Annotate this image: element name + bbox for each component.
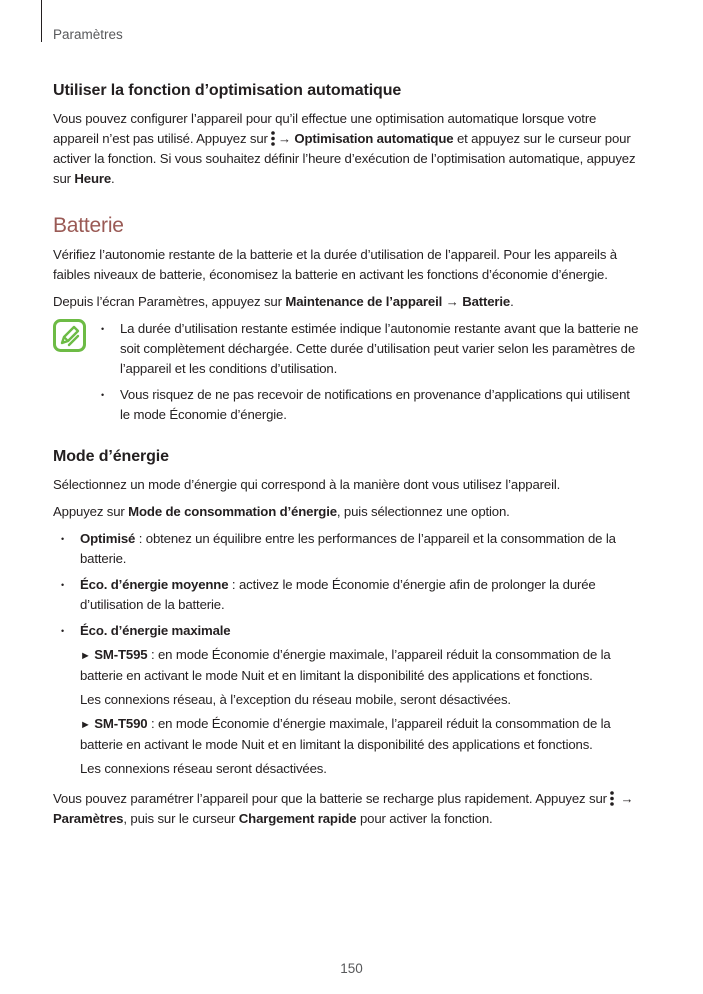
note-item: • Vous risquez de ne pas recevoir de notifications en provenance d’applications qui utilisent le mode Économie d’énergie. <box>101 385 643 425</box>
more-options-icon <box>610 791 614 806</box>
model-t590-description: ► SM-T590 : en mode Économie d’énergie maximale, l’appareil réduit la consommation de la batterie en activant le mode Nuit et en limitant la disponibilité des applications et fonctions. <box>80 716 611 752</box>
power-mode-instruction: Appuyez sur Mode de consommation d’énergie, puis sélectionnez une option. <box>53 504 510 519</box>
power-mode-options <box>53 529 643 779</box>
note-pencil-icon <box>53 319 86 352</box>
model-t590-note: Les connexions réseau seront désactivées. <box>80 761 327 776</box>
power-mode-intro: Sélectionnez un mode d’énergie qui correspond à la manière dont vous utilisez l’appareil. <box>53 477 561 492</box>
auto-optimization-heading: Utiliser la fonction d’optimisation automatique <box>53 82 402 99</box>
page-number: 150 <box>340 961 363 976</box>
triangle-icon: ► <box>80 719 91 731</box>
fast-charging-paragraph: Vous pouvez paramétrer l’appareil pour que la batterie se recharge plus rapidement. Appuyez sur → Paramètres, puis sur le curseur Chargement rapide pour activer la fonction. <box>53 791 634 826</box>
battery-path: Depuis l’écran Paramètres, appuyez sur Maintenance de l’appareil → Batterie. <box>53 294 514 309</box>
option-medium-saving: • Éco. d’énergie moyenne : activez le mode Économie d’énergie afin de prolonger la durée d’utilisation de la batterie. <box>61 575 643 615</box>
option-max-saving: • Éco. d’énergie maximale ► SM-T595 : en mode Économie d’énergie maximale, l’appareil réduit la consommation de la batterie en activant le mode Nuit et en limitant la disponibilité des applications et fonctions. Les connexions réseau, à l’exception du réseau mobile, seront désactivées. ► SM-T590 : en mode Économie d’énergie maximale, l’appareil réduit la consommation de la batterie en activant le mode Nuit et en limitant la disponibilité des applications et fonctions. Les connexions réseau seront désactivées. <box>61 621 643 779</box>
battery-intro: Vérifiez l’autonomie restante de la batterie et la durée d’utilisation de l’appareil. Pour les appareils à faibles niveaux de batterie, économisez la batterie en activant les fonctions d’économie d’énergie. <box>53 247 617 282</box>
note-block <box>53 319 643 425</box>
more-options-icon <box>271 131 275 146</box>
model-t595-note: Les connexions réseau, à l’exception du réseau mobile, seront désactivées. <box>80 692 511 707</box>
page-content <box>53 82 643 836</box>
header-title: Paramètres <box>53 27 123 42</box>
power-mode-heading: Mode d’énergie <box>53 448 169 465</box>
auto-optimization-paragraph: Vous pouvez configurer l’appareil pour qu’il effectue une optimisation automatique lorsque votre appareil n’est pas utilisé. Appuyez sur → Optimisation automatique et appuyez sur le curseur pour activer la fonction. Si vous souhaitez définir l’heure d’exécution de l’optimisation automatique, appuyez sur Heure. <box>53 111 636 186</box>
header-divider <box>41 0 42 42</box>
note-item: • La durée d’utilisation restante estimée indique l’autonomie restante avant que la batterie ne soit complètement déchargée. Cette durée d’utilisation peut varier selon les paramètres de l’appareil et les conditions d’utilisation. <box>101 319 643 379</box>
battery-section-title: Batterie <box>53 214 124 237</box>
triangle-icon: ► <box>80 650 91 662</box>
model-t595-description: ► SM-T595 : en mode Économie d’énergie maximale, l’appareil réduit la consommation de la batterie en activant le mode Nuit et en limitant la disponibilité des applications et fonctions. <box>80 647 611 683</box>
option-optimized: • Optimisé : obtenez un équilibre entre les performances de l’appareil et la consommation de la batterie. <box>61 529 643 569</box>
